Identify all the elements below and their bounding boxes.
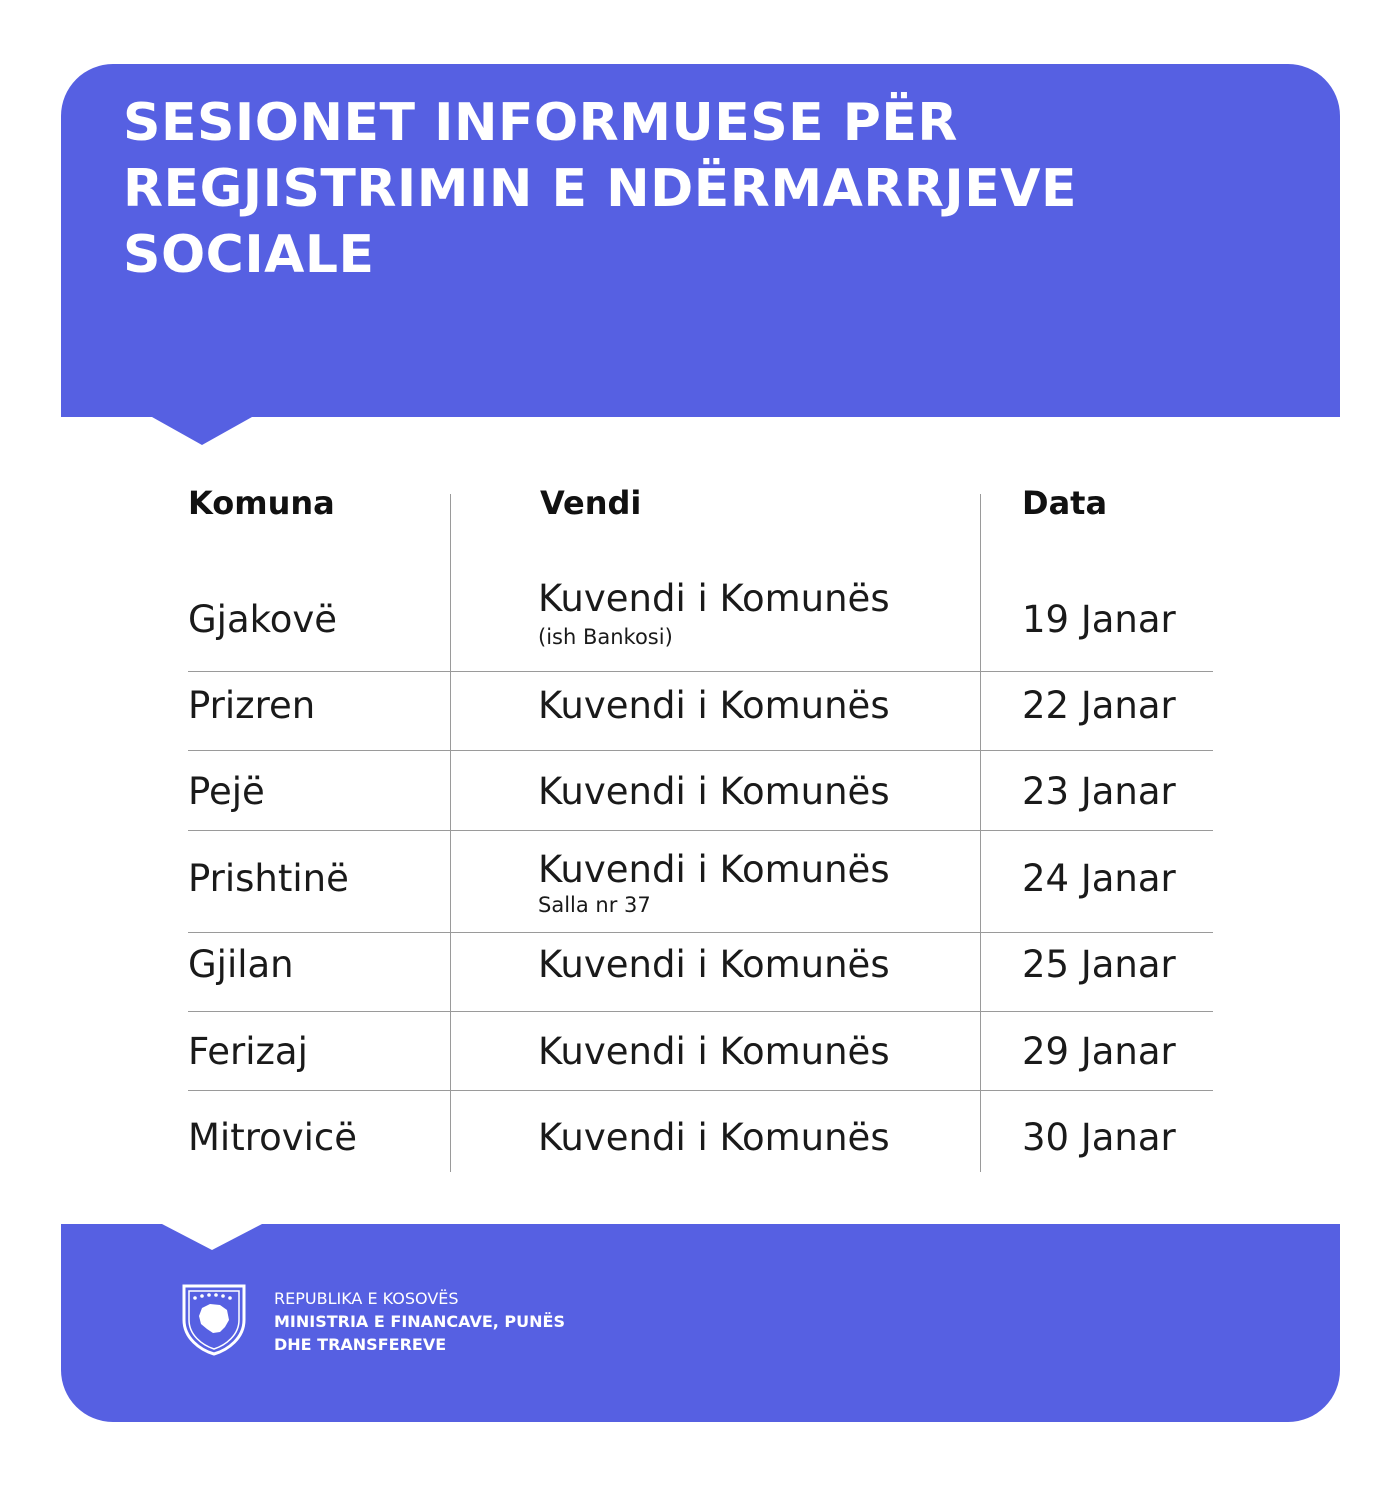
title-line-3: SOCIALE xyxy=(123,225,375,285)
cell-vendi: Kuvendi i Komunës xyxy=(538,1030,890,1073)
column-header-data: Data xyxy=(1022,484,1108,522)
cell-vendi: Kuvendi i Komunës xyxy=(538,577,890,620)
row-divider xyxy=(188,750,1213,751)
column-header-vendi: Vendi xyxy=(540,484,642,522)
title-line-1: SESIONET INFORMUESE PËR xyxy=(123,93,958,153)
cell-data: 23 Janar xyxy=(1022,770,1176,813)
footer-notch xyxy=(162,1224,262,1250)
column-header-komuna: Komuna xyxy=(188,484,335,522)
cell-vendi: Kuvendi i Komunës xyxy=(538,943,890,986)
cell-vendi: Kuvendi i Komunës xyxy=(538,1116,890,1159)
cell-komuna: Prizren xyxy=(188,684,316,727)
cell-data: 22 Janar xyxy=(1022,684,1176,727)
cell-vendi-note: Salla nr 37 xyxy=(538,893,651,917)
cell-data: 24 Janar xyxy=(1022,857,1176,900)
row-divider xyxy=(188,932,1213,933)
kosovo-coat-of-arms-icon xyxy=(180,1280,248,1356)
cell-data: 29 Janar xyxy=(1022,1030,1176,1073)
page-title xyxy=(123,90,1243,288)
row-divider xyxy=(188,1011,1213,1012)
row-divider xyxy=(188,830,1213,831)
cell-vendi-note: (ish Bankosi) xyxy=(538,625,673,649)
cell-data: 19 Janar xyxy=(1022,598,1176,641)
column-divider xyxy=(980,494,981,1172)
cell-komuna: Gjakovë xyxy=(188,598,338,641)
cell-vendi: Kuvendi i Komunës xyxy=(538,848,890,891)
cell-komuna: Prishtinë xyxy=(188,857,349,900)
ministry-label xyxy=(274,1287,565,1356)
footer-line-2: MINISTRIA E FINANCAVE, PUNËS xyxy=(274,1312,565,1331)
footer-line-3: DHE TRANSFEREVE xyxy=(274,1335,447,1354)
row-divider xyxy=(188,1090,1213,1091)
row-divider xyxy=(188,671,1213,672)
cell-vendi: Kuvendi i Komunës xyxy=(538,684,890,727)
footer-line-1: REPUBLIKA E KOSOVËS xyxy=(274,1289,459,1308)
title-line-2: REGJISTRIMIN E NDËRMARRJEVE xyxy=(123,159,1078,219)
cell-data: 25 Janar xyxy=(1022,943,1176,986)
cell-komuna: Gjilan xyxy=(188,943,294,986)
column-divider xyxy=(450,494,451,1172)
cell-vendi: Kuvendi i Komunës xyxy=(538,770,890,813)
header-notch xyxy=(152,417,252,445)
cell-data: 30 Janar xyxy=(1022,1116,1176,1159)
cell-komuna: Mitrovicë xyxy=(188,1116,358,1159)
cell-komuna: Pejë xyxy=(188,770,265,813)
cell-komuna: Ferizaj xyxy=(188,1030,308,1073)
footer-banner xyxy=(61,1224,1340,1422)
